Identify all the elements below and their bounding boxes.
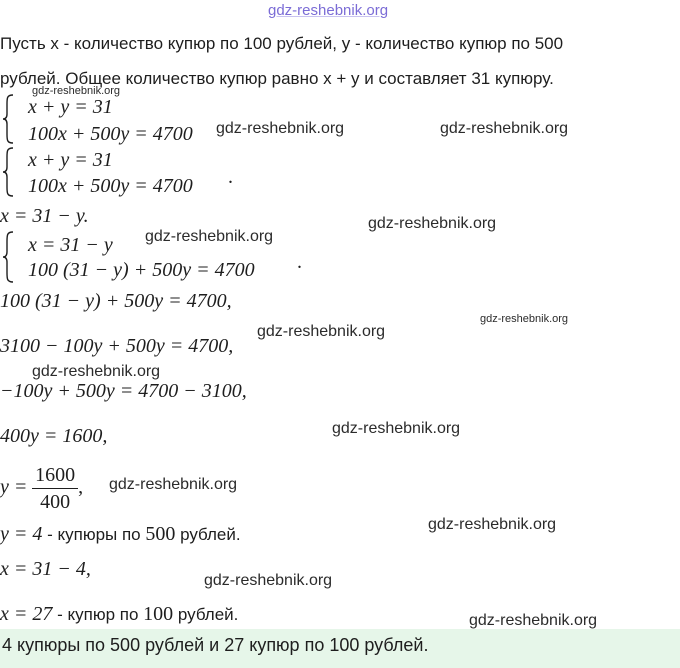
system-3-row-1: x = 31 − y — [28, 234, 113, 256]
result-y-text: - купюры по — [42, 525, 146, 544]
answer-box — [0, 629, 680, 668]
expr-x: x = 31 − y. — [0, 205, 89, 227]
step-5-fraction — [32, 462, 78, 515]
system-3-row-2: 100 (31 − y) + 500y = 4700 — [28, 259, 255, 281]
result-x-number: 100 — [143, 603, 174, 625]
intro-line-1: Пусть x - количество купюр по 100 рублей, y - количество купюр по 500 — [0, 34, 564, 53]
intro-line-2: рублей. Общее количество купюр равно x + y и составляет 31 купюру. — [0, 69, 554, 88]
watermark: gdz-reshebnik.org — [216, 120, 345, 137]
result-x-tail: рублей. — [173, 605, 239, 624]
result-y-tail: рублей. — [175, 525, 241, 544]
watermark: gdz-reshebnik.org — [469, 612, 598, 629]
step-5 — [0, 458, 83, 517]
result-x — [0, 603, 238, 626]
watermark: gdz-reshebnik.org — [440, 120, 569, 137]
system-2-dot: . — [228, 166, 233, 188]
step-4: 400y = 1600, — [0, 425, 108, 447]
step-6: x = 31 − 4, — [0, 558, 91, 580]
step-5-comma: , — [78, 476, 84, 498]
watermark: gdz-reshebnik.org — [145, 228, 274, 245]
system-2-row-1: x + y = 31 — [28, 149, 113, 171]
step-3: −100y + 500y = 4700 − 3100, — [0, 380, 247, 402]
step-5-lhs: y = — [0, 476, 28, 498]
watermark: gdz-reshebnik.org — [480, 313, 569, 325]
system-1-row-1: x + y = 31 — [28, 96, 113, 118]
watermark-top: gdz-reshebnik.org — [268, 2, 389, 19]
system-3-dot: . — [297, 251, 302, 273]
step-5-numerator: 1600 — [32, 462, 78, 489]
watermark: gdz-reshebnik.org — [32, 363, 161, 380]
watermark: gdz-reshebnik.org — [32, 85, 121, 97]
result-x-math: x = 27 — [0, 603, 53, 625]
system-1-row-2: 100x + 500y = 4700 — [28, 123, 193, 145]
answer-text: 4 купюры по 500 рублей и 27 купюр по 100 рублей. — [2, 635, 429, 655]
result-x-text: - купюр по — [52, 605, 144, 624]
watermark: gdz-reshebnik.org — [257, 323, 386, 340]
watermark: gdz-reshebnik.org — [368, 215, 497, 232]
step-1: 100 (31 − y) + 500y = 4700, — [0, 290, 232, 312]
system-1-brace-icon — [2, 94, 16, 144]
system-2-row-2: 100x + 500y = 4700 — [28, 175, 193, 197]
result-y-number: 500 — [145, 523, 176, 545]
watermark: gdz-reshebnik.org — [204, 572, 333, 589]
step-2: 3100 − 100y + 500y = 4700, — [0, 335, 234, 357]
watermark: gdz-reshebnik.org — [332, 420, 461, 437]
result-y — [0, 523, 241, 546]
step-5-denominator: 400 — [40, 491, 71, 514]
system-3-brace-icon — [2, 231, 16, 283]
result-y-math: y = 4 — [0, 523, 43, 545]
system-2-brace-icon — [2, 147, 16, 197]
watermark: gdz-reshebnik.org — [428, 516, 557, 533]
watermark: gdz-reshebnik.org — [109, 476, 238, 493]
